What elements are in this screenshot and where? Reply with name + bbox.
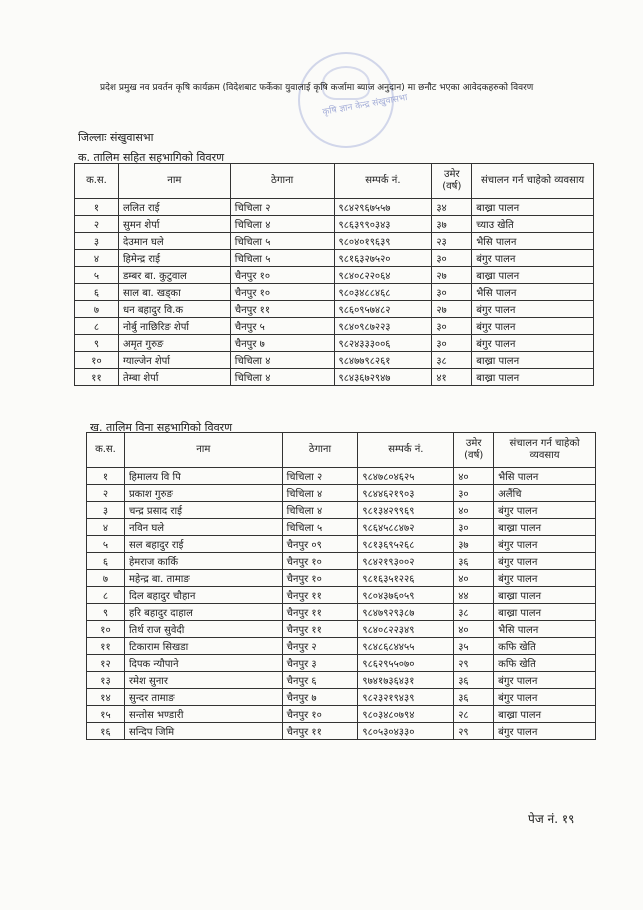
cell-contact: ९८४२१९३००२ <box>358 553 454 570</box>
cell-name: सल बहादुर राई <box>124 536 282 553</box>
header-sn: क.स. <box>87 433 125 468</box>
cell-address: चैनपुर ५ <box>230 318 334 335</box>
cell-name: सन्दिप जिमि <box>124 723 282 740</box>
cell-age: २९ <box>454 655 494 672</box>
cell-business: बंगुर पालन <box>494 553 596 570</box>
cell-address: चैनपुर ७ <box>282 689 358 706</box>
cell-name: ग्याल्जेन शेर्पा <box>118 352 230 369</box>
header-contact: सम्पर्क नं. <box>358 433 454 468</box>
header-contact: सम्पर्क नं. <box>334 164 432 199</box>
cell-age: ४० <box>454 570 494 587</box>
cell-age: ३८ <box>432 352 472 369</box>
cell-age: २९ <box>454 723 494 740</box>
cell-name: सुमन शेर्पा <box>118 216 230 233</box>
cell-business: अलैंचि <box>494 485 596 502</box>
cell-sn: १ <box>87 468 125 485</box>
section-a-title: क. तालिम सहित सहभागिको विवरण <box>78 151 225 164</box>
table-header-row <box>87 433 596 468</box>
cell-sn: ८ <box>87 587 125 604</box>
cell-sn: २ <box>87 485 125 502</box>
table-row <box>87 655 596 672</box>
cell-age: ३६ <box>454 672 494 689</box>
untrained-participants-rows <box>87 468 596 740</box>
table-row <box>87 553 596 570</box>
cell-business: बंगुर पालन <box>472 250 594 267</box>
cell-business: बंगुर पालन <box>494 723 596 740</box>
cell-contact: ९८४७८०४६२५ <box>358 468 454 485</box>
cell-age: ४० <box>454 468 494 485</box>
cell-address: चिचिला ४ <box>230 369 334 386</box>
cell-age: ३७ <box>454 536 494 553</box>
cell-sn: १६ <box>87 723 125 740</box>
table-row <box>87 638 596 655</box>
table-row <box>87 468 596 485</box>
cell-business: भैसि पालन <box>494 621 596 638</box>
cell-address: चिचिला २ <box>230 199 334 216</box>
cell-age: २७ <box>432 267 472 284</box>
table-row <box>87 723 596 740</box>
cell-name: नविन घले <box>124 519 282 536</box>
cell-sn: १५ <box>87 706 125 723</box>
cell-address: चिचिला ५ <box>282 519 358 536</box>
cell-contact: ९८४०८२२०६४ <box>334 267 432 284</box>
cell-contact: ९८६२९५५०७० <box>358 655 454 672</box>
cell-age: ४१ <box>432 369 472 386</box>
cell-address: चैनपुर ७ <box>230 335 334 352</box>
cell-address: चैनपुर ११ <box>282 723 358 740</box>
cell-name: प्रकाश गुरुङ <box>124 485 282 502</box>
cell-name: दिपक न्यौपाने <box>124 655 282 672</box>
cell-age: ३० <box>432 318 472 335</box>
cell-contact: ९८४७९२९३८७ <box>358 604 454 621</box>
cell-sn: १२ <box>87 655 125 672</box>
cell-address: चिचिला २ <box>282 468 358 485</box>
cell-name: साल बा. खड्का <box>118 284 230 301</box>
cell-contact: ९८१३६९५२६८ <box>358 536 454 553</box>
cell-address: चिचिला ५ <box>230 250 334 267</box>
cell-contact: ९८१३४२९९६९ <box>358 502 454 519</box>
cell-name: डम्बर बा. कुटुवाल <box>118 267 230 284</box>
table-row <box>75 335 594 352</box>
cell-address: चैनपुर १० <box>230 267 334 284</box>
cell-name: हिमालय वि पि <box>124 468 282 485</box>
cell-age: ३० <box>432 284 472 301</box>
cell-sn: ७ <box>75 301 119 318</box>
cell-name: देउमान घले <box>118 233 230 250</box>
cell-address: चिचिला ४ <box>230 216 334 233</box>
cell-address: चिचिला ४ <box>282 502 358 519</box>
header-sn: क.स. <box>75 164 119 199</box>
table-row <box>75 352 594 369</box>
cell-age: ३० <box>454 519 494 536</box>
cell-business: बाख्रा पालन <box>494 519 596 536</box>
cell-contact: ९७४१७३६४३१ <box>358 672 454 689</box>
cell-contact: ९८६३९९०३४३ <box>334 216 432 233</box>
table-row <box>87 689 596 706</box>
cell-business: बंगुर पालन <box>472 301 594 318</box>
cell-sn: ८ <box>75 318 119 335</box>
cell-name: चन्द्र प्रसाद राई <box>124 502 282 519</box>
cell-contact: ९८४४६२१९०३ <box>358 485 454 502</box>
cell-age: ३७ <box>432 216 472 233</box>
header-age: उमेर (वर्ष) <box>432 164 472 199</box>
cell-contact: ९८४८६८४४५५ <box>358 638 454 655</box>
header-name: नाम <box>124 433 282 468</box>
table-row <box>87 706 596 723</box>
cell-age: ४० <box>454 502 494 519</box>
cell-address: चैनपुर ११ <box>282 587 358 604</box>
cell-business: कफि खेति <box>494 638 596 655</box>
district-label: जिल्लाः संखुवासभा <box>78 131 154 144</box>
cell-contact: ९८०४३७६०५९ <box>358 587 454 604</box>
cell-contact: ९८१६३५१२२६ <box>358 570 454 587</box>
cell-contact: ९८२४३३३००६ <box>334 335 432 352</box>
cell-address: चिचिला ४ <box>282 485 358 502</box>
table-row <box>87 604 596 621</box>
cell-contact: ९८६४५८८४७२ <box>358 519 454 536</box>
section-b-title: ख. तालिम विना सहभागिको विवरण <box>90 421 233 434</box>
header-business: संचालन गर्न चाहेको व्यवसाय <box>472 164 594 199</box>
cell-sn: ५ <box>75 267 119 284</box>
cell-business: बंगुर पालन <box>472 335 594 352</box>
table-row <box>75 233 594 250</box>
cell-business: बंगुर पालन <box>494 536 596 553</box>
cell-sn: ११ <box>87 638 125 655</box>
cell-address: चैनपुर १० <box>282 706 358 723</box>
cell-business: बंगुर पालन <box>472 318 594 335</box>
header-age: उमेर (वर्ष) <box>454 433 494 468</box>
cell-business: बाख्रा पालन <box>472 369 594 386</box>
cell-name: धन बहादुर वि.क <box>118 301 230 318</box>
table-row <box>75 199 594 216</box>
table-row <box>75 267 594 284</box>
cell-age: ३५ <box>454 638 494 655</box>
cell-name: नोर्बु नाछिरिङ शेर्पा <box>118 318 230 335</box>
cell-age: ३६ <box>454 553 494 570</box>
cell-address: चैनपुर ११ <box>230 301 334 318</box>
cell-address: चैनपुर १० <box>282 570 358 587</box>
cell-age: ४४ <box>454 587 494 604</box>
table-row <box>75 369 594 386</box>
cell-sn: ३ <box>75 233 119 250</box>
cell-business: कफि खेति <box>494 655 596 672</box>
table-row <box>87 485 596 502</box>
cell-contact: ९८४२९६७५५७ <box>334 199 432 216</box>
cell-sn: १४ <box>87 689 125 706</box>
cell-contact: ९८०४०१९६३९ <box>334 233 432 250</box>
cell-name: टिकाराम सिखडा <box>124 638 282 655</box>
table-row <box>87 587 596 604</box>
cell-business: भैसि पालन <box>472 284 594 301</box>
stamp-text: कृषि ज्ञान केन्द्र संखुवासभा <box>321 92 409 118</box>
page-number: पेज नं. १९ <box>528 812 575 826</box>
cell-business: च्याउ खेति <box>472 216 594 233</box>
header-name: नाम <box>118 164 230 199</box>
table-row <box>87 536 596 553</box>
cell-business: बंगुर पालन <box>494 502 596 519</box>
header-address: ठेगाना <box>282 433 358 468</box>
cell-business: बाख्रा पालन <box>494 604 596 621</box>
cell-name: महेन्द्र बा. तामाङ <box>124 570 282 587</box>
cell-contact: ९८४०८२२३४९ <box>358 621 454 638</box>
cell-name: रमेश सुनार <box>124 672 282 689</box>
trained-participants-rows <box>75 199 594 386</box>
cell-address: चैनपुर ०९ <box>282 536 358 553</box>
cell-sn: ४ <box>75 250 119 267</box>
header-business: संचालन गर्न चाहेको व्यवसाय <box>494 433 596 468</box>
cell-business: बाख्रा पालन <box>472 267 594 284</box>
cell-sn: ४ <box>87 519 125 536</box>
cell-sn: ३ <box>87 502 125 519</box>
cell-address: चैनपुर १० <box>230 284 334 301</box>
cell-address: चैनपुर १० <box>282 553 358 570</box>
cell-address: चैनपुर ६ <box>282 672 358 689</box>
table-row <box>87 519 596 536</box>
cell-name: सन्तोस भण्डारी <box>124 706 282 723</box>
cell-name: हेमराज कार्कि <box>124 553 282 570</box>
cell-contact: ९८६०९५७४८२ <box>334 301 432 318</box>
cell-name: तेम्बा शेर्पा <box>118 369 230 386</box>
table-row <box>87 621 596 638</box>
cell-business: भैसि पालन <box>472 233 594 250</box>
cell-name: सुन्दर तामाङ <box>124 689 282 706</box>
cell-contact: ९८४०९८७२२३ <box>334 318 432 335</box>
cell-address: चैनपुर ३ <box>282 655 358 672</box>
cell-address: चिचिला ५ <box>230 233 334 250</box>
table-row <box>87 672 596 689</box>
cell-business: बाख्रा पालन <box>494 706 596 723</box>
table-row <box>75 250 594 267</box>
cell-contact: ९८०५३०४३३० <box>358 723 454 740</box>
cell-sn: ५ <box>87 536 125 553</box>
cell-address: चैनपुर ११ <box>282 604 358 621</box>
cell-sn: ७ <box>87 570 125 587</box>
cell-name: हिमेन्द्र राई <box>118 250 230 267</box>
table-row <box>75 216 594 233</box>
cell-name: ललित राई <box>118 199 230 216</box>
cell-age: ३० <box>454 485 494 502</box>
cell-age: २७ <box>432 301 472 318</box>
cell-address: चिचिला ४ <box>230 352 334 369</box>
cell-sn: ६ <box>87 553 125 570</box>
cell-contact: ९८०३४८८४६८ <box>334 284 432 301</box>
cell-contact: ९८०३४८०७९४ <box>358 706 454 723</box>
cell-contact: ९८४३६७२९४७ <box>334 369 432 386</box>
cell-business: बंगुर पालन <box>494 570 596 587</box>
cell-contact: ९८२३२१९४३९ <box>358 689 454 706</box>
cell-contact: ९८१६३२७५२० <box>334 250 432 267</box>
cell-age: २३ <box>432 233 472 250</box>
trained-participants-table <box>74 163 594 386</box>
cell-business: बंगुर पालन <box>494 672 596 689</box>
cell-sn: १० <box>87 621 125 638</box>
table-row <box>87 502 596 519</box>
cell-sn: ६ <box>75 284 119 301</box>
cell-age: ३८ <box>454 604 494 621</box>
cell-sn: २ <box>75 216 119 233</box>
cell-name: दिल बहादुर चौहान <box>124 587 282 604</box>
cell-name: अमृत गुरुङ <box>118 335 230 352</box>
cell-sn: १ <box>75 199 119 216</box>
table-row <box>75 318 594 335</box>
cell-sn: १० <box>75 352 119 369</box>
table-row <box>87 570 596 587</box>
cell-age: ३४ <box>432 199 472 216</box>
cell-age: ३० <box>432 250 472 267</box>
cell-address: चैनपुर २ <box>282 638 358 655</box>
table-row <box>75 301 594 318</box>
cell-business: बाख्रा पालन <box>472 199 594 216</box>
cell-name: हरि बहादुर दाहाल <box>124 604 282 621</box>
table-row <box>75 284 594 301</box>
cell-business: बाख्रा पालन <box>494 587 596 604</box>
cell-age: ३० <box>432 335 472 352</box>
document-heading: प्रदेश प्रमुख नव प्रवर्तन कृषि कार्यक्रम (विदेशबाट फर्केका युवालाई कृषि कर्जामा ब्याज अनुदान) मा छनौट भएका आवेदकहरुको विवरण <box>100 83 534 93</box>
cell-business: बाख्रा पालन <box>472 352 594 369</box>
cell-sn: ११ <box>75 369 119 386</box>
cell-business: बंगुर पालन <box>494 689 596 706</box>
cell-sn: ९ <box>87 604 125 621</box>
cell-business: भैसि पालन <box>494 468 596 485</box>
cell-age: ३६ <box>454 689 494 706</box>
table-header-row <box>75 164 594 199</box>
cell-age: ४० <box>454 621 494 638</box>
untrained-participants-table <box>86 432 596 740</box>
cell-name: तिर्थ राज सुवेदी <box>124 621 282 638</box>
cell-age: २८ <box>454 706 494 723</box>
cell-contact: ९८४७७९८२६१ <box>334 352 432 369</box>
cell-sn: ९ <box>75 335 119 352</box>
cell-address: चैनपुर ११ <box>282 621 358 638</box>
header-address: ठेगाना <box>230 164 334 199</box>
cell-sn: १३ <box>87 672 125 689</box>
